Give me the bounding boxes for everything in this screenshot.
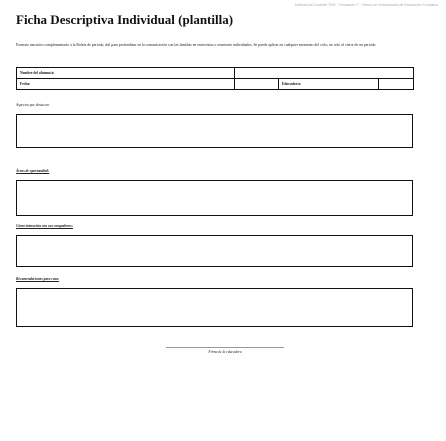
opportunities-box[interactable]	[16, 180, 413, 216]
section-label-highlights: Aspectos que destacan:	[16, 103, 50, 107]
date-label: Fecha:	[17, 79, 235, 90]
teacher-label: Educador/a:	[279, 79, 379, 90]
student-name-row	[17, 68, 414, 79]
page-title: Ficha Descriptiva Individual (plantilla)	[16, 12, 234, 27]
date-field[interactable]	[235, 79, 279, 90]
signature-line	[166, 347, 284, 348]
teacher-field[interactable]	[379, 79, 414, 90]
section-label-interaction: Cómo interactúa con sus compañeros:	[16, 224, 73, 228]
highlights-box[interactable]	[16, 114, 413, 148]
header-note: Material del Docente TEM · Formación 1° · Banco de Instrumentos de Evaluación Formativa	[295, 3, 438, 7]
section-label-home-recommendations: Recomendaciones para casa:	[16, 277, 60, 281]
signature-label: Firma de la educadora	[208, 350, 242, 354]
date-teacher-row	[17, 79, 414, 90]
student-name-field[interactable]	[235, 68, 414, 79]
intro-text: Formato narrativo complementario a la Boleta de periodo, útil para profundizar en la comunicación con las familias en entrevistas o reuniones individuales. Se puede aplicar en cualquier momento del ciclo, no solo al cierre de un periodo.	[16, 42, 377, 47]
student-info-table	[16, 67, 414, 90]
home-recommendations-box[interactable]	[16, 288, 413, 327]
section-label-opportunities: Áreas de oportunidad:	[16, 169, 50, 173]
student-name-label: Nombre del alumno/a:	[17, 68, 235, 79]
interaction-box[interactable]	[16, 235, 413, 267]
